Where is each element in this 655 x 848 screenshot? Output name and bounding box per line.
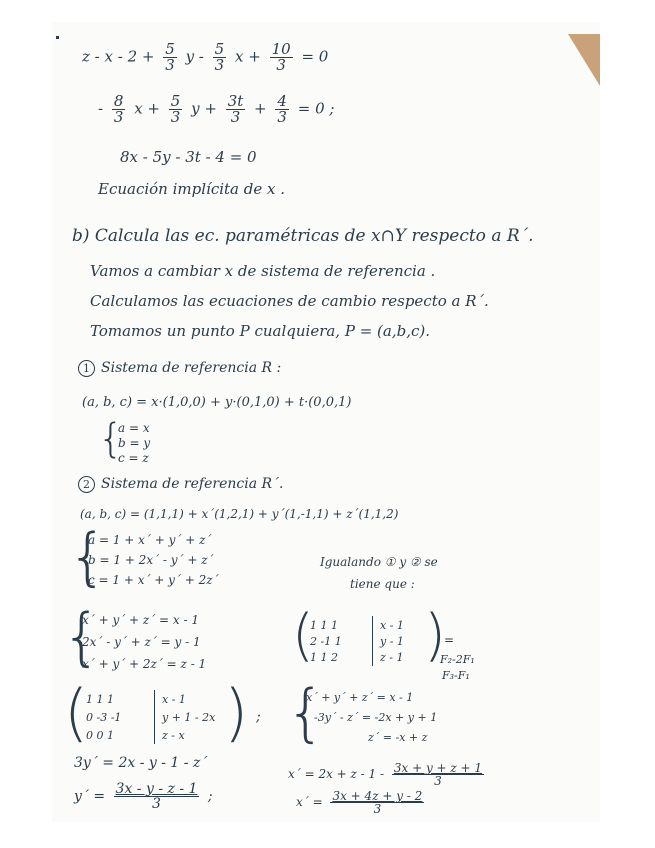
row-operation-1: F₂-2F₁ bbox=[440, 653, 475, 666]
implicit-equation-label: Ecuación implícita de x . bbox=[98, 180, 286, 198]
eq2-frac-4-den: 3 bbox=[277, 108, 287, 126]
equation-line-10: (a, b, c) = x·(1,0,0) + y·(0,1,0) + t·(0,0,1) bbox=[82, 395, 352, 410]
section-b-heading: b) Calcula las ec. paramétricas de x∩Y respecto a R´. bbox=[72, 226, 534, 246]
circled-number-2: 2 bbox=[78, 476, 95, 493]
equating-text-2: tiene que : bbox=[350, 577, 415, 591]
system-r-eq-b: b = y bbox=[118, 436, 151, 450]
eq2-frac-3-num: 3t bbox=[227, 92, 244, 110]
semicolon-1: ; bbox=[256, 709, 261, 725]
matrix-2-col-1: x - 1 bbox=[162, 693, 186, 706]
brace-2: { bbox=[68, 520, 108, 593]
brace-3: { bbox=[62, 600, 102, 673]
eq2-frac-2-den: 3 bbox=[170, 108, 181, 126]
system-eq-3: x´ + y´ + 2z´ = z - 1 bbox=[82, 657, 207, 671]
eq2-frac-3-den: 3 bbox=[230, 108, 241, 126]
eq1-part-b: y - bbox=[185, 47, 204, 66]
eq1-part-d: = 0 bbox=[301, 47, 329, 66]
system-r-eq-c: c = z bbox=[118, 451, 149, 465]
x-prime-1-fraction bbox=[392, 762, 484, 787]
matrix-1-equals: = bbox=[444, 633, 455, 647]
system-eq-1: x´ + y´ + z´ = x - 1 bbox=[82, 613, 200, 627]
equation-line-2 bbox=[98, 94, 334, 125]
matrix-2-right-paren: ) bbox=[224, 676, 249, 749]
eq2-part-c: y + bbox=[191, 99, 217, 118]
eq1-frac-2-den: 3 bbox=[214, 56, 225, 74]
eq2-frac-1 bbox=[112, 94, 126, 125]
eq2-part-e: = 0 ; bbox=[297, 99, 335, 118]
x-prime-2-numerator: 3x + 4z + y - 2 bbox=[332, 789, 423, 803]
x-prime-1-denominator: 3 bbox=[434, 774, 442, 788]
equation-line-1 bbox=[82, 42, 328, 73]
equation-line-3: 8x - 5y - 3t - 4 = 0 bbox=[120, 148, 257, 166]
semicolon-2: ; bbox=[207, 788, 213, 805]
eq1-frac-2-num: 5 bbox=[214, 40, 225, 58]
eq1-frac-1 bbox=[163, 42, 177, 73]
matrix-2-col-2: y + 1 - 2x bbox=[162, 711, 216, 724]
x-prime-2-fraction bbox=[330, 790, 424, 815]
matrix-1-row-3: 1 1 2 bbox=[310, 651, 338, 664]
margin-dot bbox=[56, 36, 59, 39]
solved-eq-2: -3y´ - z´ = -2x + y + 1 bbox=[314, 711, 438, 724]
matrix-2-left-paren: ( bbox=[64, 676, 89, 749]
eq1-frac-2 bbox=[213, 42, 227, 73]
x-prime-1-numerator: 3x + y + z + 1 bbox=[393, 761, 483, 775]
matrix-2-row-2: 0 -3 -1 bbox=[86, 711, 122, 724]
page-corner-fold bbox=[568, 34, 600, 86]
text-line-6: Vamos a cambiar x de sistema de referencia . bbox=[90, 262, 436, 280]
equation-x-prime-2 bbox=[296, 790, 428, 815]
matrix-2-row-1: 1 1 1 bbox=[86, 693, 114, 706]
eq1-frac-1-num: 5 bbox=[165, 40, 175, 58]
eq1-part-a: z - x - 2 + bbox=[82, 47, 155, 66]
matrix-2-row-3: 0 0 1 bbox=[86, 729, 114, 742]
system-eq-2: 2x´ - y´ + z´ = y - 1 bbox=[82, 635, 201, 649]
eq2-frac-1-den: 3 bbox=[113, 108, 124, 126]
y-prime-denominator: 3 bbox=[152, 796, 161, 812]
equation-line-15: (a, b, c) = (1,1,1) + x´(1,2,1) + y´(1,-1,1) + z´(1,1,2) bbox=[80, 507, 399, 521]
system-r-prime-eq-c: c = 1 + x´ + y´ + 2z´ bbox=[88, 573, 219, 587]
equating-text-1: Igualando ① y ② se bbox=[320, 555, 438, 569]
x-prime-2-lhs: x´ = bbox=[296, 795, 323, 809]
matrix-1-col-1: x - 1 bbox=[380, 619, 404, 632]
system-r-eq-a: a = x bbox=[118, 421, 150, 435]
brace-1: { bbox=[98, 416, 124, 462]
eq1-frac-3 bbox=[270, 42, 293, 73]
eq2-frac-4-num: 4 bbox=[277, 92, 287, 110]
equation-3y-prime: 3y´ = 2x - y - 1 - z´ bbox=[74, 755, 208, 771]
eq2-part-d: + bbox=[254, 99, 267, 118]
x-prime-1-lhs: x´ = 2x + z - 1 - bbox=[288, 767, 385, 781]
eq1-frac-3-num: 10 bbox=[271, 40, 291, 58]
brace-4: { bbox=[286, 676, 326, 749]
x-prime-2-denominator: 3 bbox=[373, 802, 382, 816]
notebook-page bbox=[52, 22, 600, 822]
equation-y-prime bbox=[74, 782, 213, 811]
eq2-frac-2-num: 5 bbox=[170, 92, 181, 110]
reference-system-r-prime-line bbox=[78, 476, 283, 493]
matrix-2-col-3: z - x bbox=[162, 729, 185, 742]
matrix-2-separator bbox=[154, 690, 155, 744]
matrix-1-left-paren: ( bbox=[292, 603, 314, 668]
circled-number-1: 1 bbox=[78, 360, 95, 377]
eq1-part-c: x + bbox=[234, 47, 261, 66]
text-line-8: Tomamos un punto P cualquiera, P = (a,b,c). bbox=[90, 322, 430, 340]
solved-eq-1: x´ + y´ + z´ = x - 1 bbox=[306, 691, 414, 704]
text-line-7: Calculamos las ecuaciones de cambio respecto a R´. bbox=[90, 292, 489, 310]
y-prime-lhs: y´ = bbox=[74, 788, 106, 805]
reference-system-r-label: Sistema de referencia R : bbox=[101, 360, 282, 376]
reference-system-r-prime-label: Sistema de referencia R´. bbox=[101, 476, 284, 492]
matrix-1-col-2: y - 1 bbox=[380, 635, 404, 648]
matrix-1-col-3: z - 1 bbox=[380, 651, 404, 664]
y-prime-fraction bbox=[114, 782, 200, 811]
y-prime-numerator: 3x - y - z - 1 bbox=[115, 781, 198, 797]
matrix-1-separator bbox=[372, 616, 373, 666]
equation-x-prime-1 bbox=[288, 762, 488, 787]
system-r-prime-eq-a: a = 1 + x´ + y´ + z´ bbox=[88, 533, 212, 547]
matrix-1-row-2: 2 -1 1 bbox=[310, 635, 342, 648]
system-r-prime-eq-b: b = 1 + 2x´ - y´ + z´ bbox=[88, 553, 214, 567]
eq2-part-a: - bbox=[98, 99, 104, 118]
eq1-frac-1-den: 3 bbox=[165, 56, 175, 74]
eq2-part-b: x + bbox=[134, 99, 160, 118]
solved-eq-3: z´ = -x + z bbox=[368, 731, 428, 744]
eq2-frac-2 bbox=[169, 94, 183, 125]
eq2-frac-1-num: 8 bbox=[113, 92, 124, 110]
matrix-1-right-paren: ) bbox=[424, 603, 446, 668]
eq2-frac-3 bbox=[226, 94, 246, 125]
eq2-frac-4 bbox=[275, 94, 289, 125]
matrix-1-row-1: 1 1 1 bbox=[310, 619, 338, 632]
row-operation-2: F₃-F₁ bbox=[442, 669, 470, 682]
eq1-frac-3-den: 3 bbox=[276, 56, 286, 74]
reference-system-r-line bbox=[78, 360, 281, 377]
